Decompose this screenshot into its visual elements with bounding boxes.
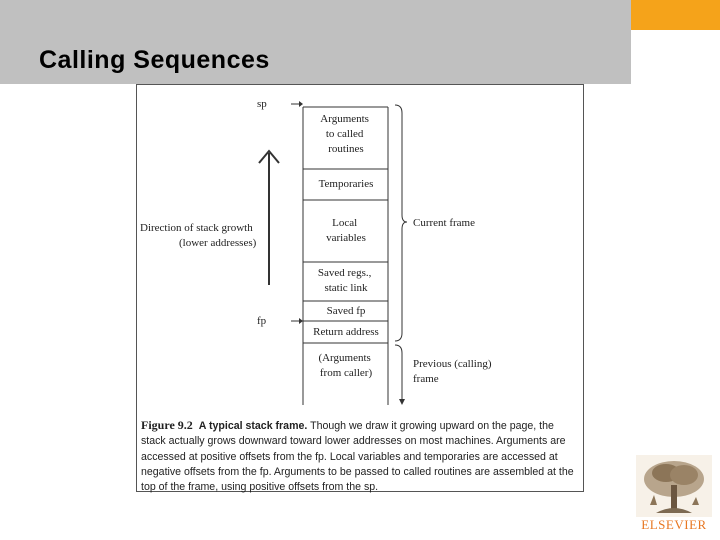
elsevier-wordmark: ELSEVIER	[641, 517, 707, 532]
cell-saved-fp: Saved fp	[326, 305, 366, 317]
cell-saved-regs: Saved regs., static link	[317, 267, 372, 294]
current-frame-label: Current frame	[413, 217, 475, 229]
cell-arguments-from-caller: (Arguments from caller)	[318, 352, 373, 379]
growth-direction-label: Direction of stack growth (lower addresses)	[140, 222, 257, 249]
elsevier-logo	[636, 455, 712, 537]
cell-arguments-to-called: Arguments to called routines	[320, 113, 369, 155]
figure-caption-title: A typical stack frame.	[198, 420, 308, 432]
stack-frame-figure	[136, 84, 584, 492]
figure-caption-body: Though we draw it growing upward on the page, the stack actually grows downward toward lower addresses on most machines. Arguments are accessed at positive offsets from the fp. Local variables and temporaries are accessed at negative offsets from the fp. Arguments to be passed to called routines are assembled at the top of the frame, using positive offsets from the sp.	[141, 420, 574, 494]
cell-local-variables: Local variables	[326, 217, 366, 244]
slide-title: Calling Sequences	[39, 46, 270, 74]
sp-label: sp	[257, 98, 267, 110]
cell-return-address: Return address	[313, 326, 379, 338]
current-frame-brace	[395, 105, 407, 341]
previous-frame-brace	[395, 345, 405, 405]
cell-temporaries: Temporaries	[318, 178, 374, 190]
sp-arrow-icon	[291, 101, 303, 107]
previous-frame-label: Previous (calling) frame	[413, 358, 492, 385]
stack-growth-arrow-icon	[259, 151, 279, 285]
fp-label: fp	[257, 315, 267, 327]
figure-caption	[141, 418, 579, 495]
accent-block	[631, 0, 720, 30]
figure-number: Figure 9.2	[141, 418, 193, 432]
elsevier-tree-icon	[636, 455, 712, 517]
fp-arrow-icon	[291, 318, 303, 324]
